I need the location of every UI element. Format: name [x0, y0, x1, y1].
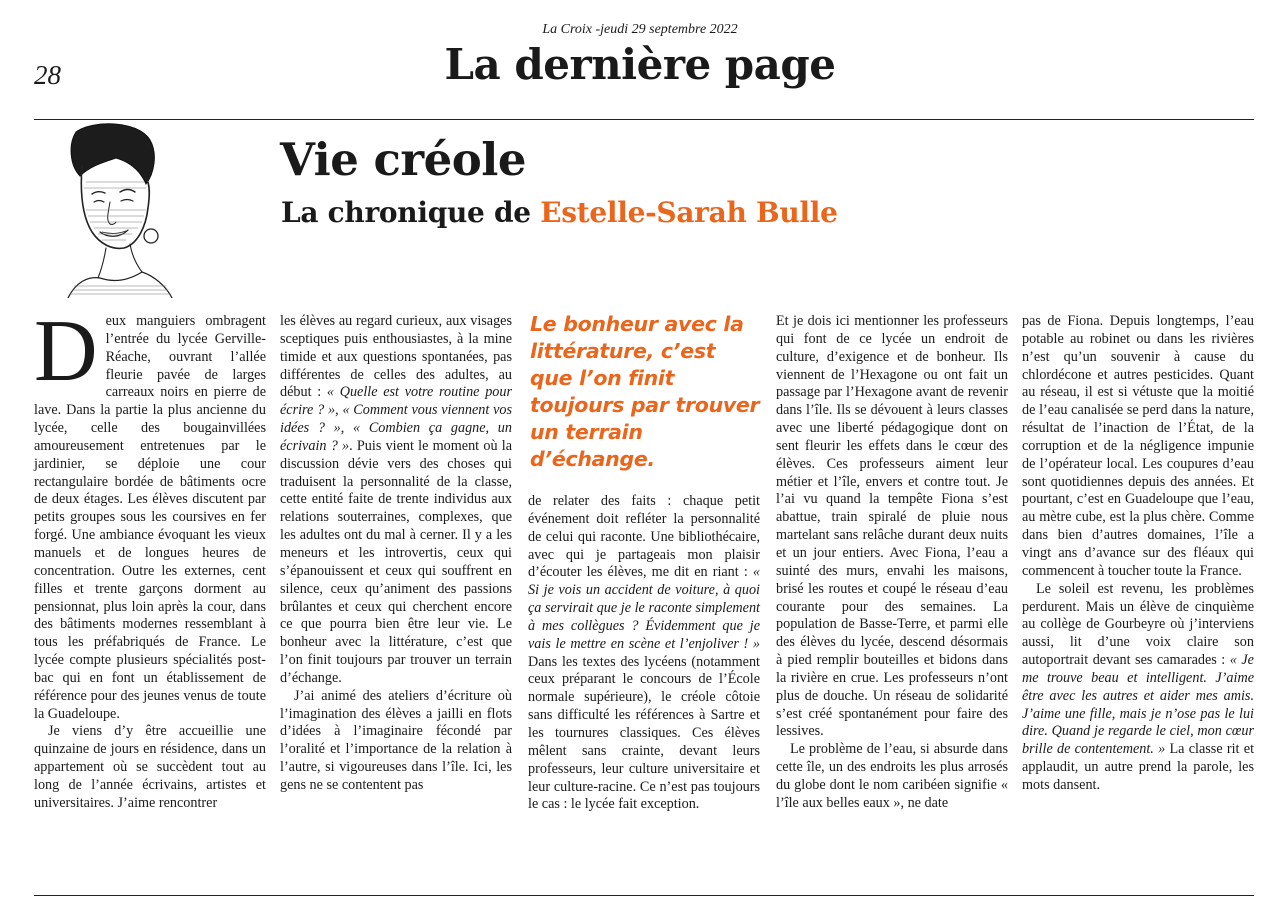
article-column-5: [1022, 313, 1254, 795]
byline-prefix: La chronique de: [281, 196, 541, 229]
quote-text: « Je me trouve beau et intelligent. J’aime être avec les autres et aider mes amis. J’aime une fille, mais je n’ose pas le lui dire. Quand je regarde le ciel, mon cœur brille de contentement. »: [1022, 652, 1254, 758]
drop-cap: D: [34, 303, 98, 400]
quote-text: « Comment vous viennent vos idées ? »: [280, 402, 513, 437]
paragraph-text: de relater des faits : chaque petit événement doit refléter la personnalité de celui qui raconte. Une bibliothécaire, avec qui je partageais mon plaisir d’écouter les élèves, me dit en riant :: [528, 493, 760, 581]
article-column-2: [280, 313, 512, 795]
quote-text: « Si je vois un accident de voiture, à quoi ça servirait que je le raconte simplement à mes collègues ? Évidemment que je vais le mettre en scène et l’enjoliver ! »: [528, 564, 760, 652]
author-name: Estelle-Sarah Bulle: [540, 196, 838, 229]
footer-divider: [34, 895, 1254, 896]
author-portrait: [46, 122, 178, 298]
article-column-4: [776, 313, 1008, 813]
paragraph-text: ,: [340, 420, 354, 437]
section-title: La dernière page: [444, 40, 836, 89]
article-column-1: [34, 303, 266, 813]
paragraph-text: pas de Fiona. Depuis longtemps, l’eau potable au robinet ou dans les rivières n’est qu’un souvenir à cause du chlordécone et autres pesticides. Quant au réseau, il est si vétuste que la moitié de l’eau canalisée se perd dans la nature, résultat de l’inaction de l’État, de la corruption et de la négligence impunie de l’opérateur local. Les coupures d’eau sont quotidiennes depuis des années. Et pourtant, c’est en Guadeloupe que l’eau, au mètre cube, est la plus chère. Comme dans bien d’autres domaines, l’île a vingt ans d’avance sur des fléaux qui commencent à toucher toute la France.: [1022, 313, 1254, 579]
paragraph-text: Et je dois ici mentionner les professeurs qui font de ce lycée un endroit de culture, d’exigence et de bonheur. Ils viennent de l’Hexagone ou ont fait un passage par l’Hexagone avant de revenir dans l’île. Ils se dévouent à leurs classes avec une liberté pédagogique dont on sent fleurir les effets dans le cœur des élèves. Ces professeurs aiment leur métier et l’île, envers et contre tout. Je l’ai vu quand la tempête Fiona s’est abattue, train spiralé de pluie nous martelant sans relâche durant deux nuits et un jour entiers. Avec Fiona, l’eau a suinté des murs, envahi les maisons, brisé les routes et coupé le réseau d’eau courante pour des semaines. La population de Basse-Terre, et parmi elle des élèves du lycée, descend désormais à pied remplir bouteilles et bidons dans la rivière en crue. Les professeurs n’ont plus de douche. Un réseau de solidarité s’est créé spontanément pour faire des lessives.: [776, 313, 1008, 740]
pull-quote: Le bonheur avec la littérature, c’est que l’on finit toujours par trouver un terrain d’échange.: [530, 312, 760, 471]
paragraph-text: Je viens d’y être accueillie une quinzaine de jours en résidence, dans un appartement où se succèdent tout au long de l’année écrivains, artistes et universitaires. J’aime rencontrer: [34, 723, 266, 811]
quote-text: « Combien ça gagne, un écrivain ? »: [280, 420, 512, 454]
paragraph-text: Le problème de l’eau, si absurde dans cette île, un des endroits les plus arrosés du globe dont le nom caribéen signifie « l’île aux belles eaux », ne date: [776, 741, 1008, 811]
quote-text: « Quelle est votre routine pour écrire ? »: [280, 384, 512, 419]
paragraph-text: ,: [335, 402, 343, 419]
paragraph-text: Le soleil est revenu, les problèmes perdurent. Mais un élève de cinquième au collège de Gourbeyre où j’interviens aussi, lit d’une voix claire son autoportrait devant ses camarades :: [1022, 580, 1254, 669]
paragraph-text: les élèves au regard curieux, aux visages sceptiques puis enthousiastes, à la mine timide et aux questions spontanées, pas différentes de celles des adultes, au début :: [280, 313, 512, 401]
paragraph-text: La classe rit et applaudit, un autre prend la parole, les mots dansent.: [1022, 741, 1255, 793]
paragraph-text: . Puis vient le moment où la discussion dévie vers des choses qui traduisent la personnalité de la classe, cette entité faite de trente individus aux relations souterraines, complexes, que les adultes ont du mal à cerner. Il y a les meneurs et les introvertis, ceux qui s’épanouissent et ceux qui souffrent en silence, ceux qu’animent des passions brûlantes et ceux qui cherchent encore ce que pourra bien être leur vie. Le bonheur avec la littérature, c’est que l’on finit toujours par trouver un terrain d’échange.: [280, 437, 512, 686]
paragraph-text: Dans les textes des lycéens (notamment ceux préparant le concours de l’École normale supérieure), le créole côtoie sans difficulté les références à Sartre et les tournures classiques. Ces élèves mêlent sans crainte, devant leurs professeurs, leur culture universitaire et leur culture-racine. Ce n’est pas toujours le cas : le lycée fait exception.: [528, 653, 760, 813]
header-divider: [34, 119, 1254, 120]
page-number: 28: [34, 60, 61, 90]
masthead-date: La Croix -jeudi 29 septembre 2022: [542, 22, 738, 37]
paragraph-text: J’ai animé des ateliers d’écriture où l’imagination des élèves a jailli en flots d’idées à l’imaginaire fécondé par l’oralité et l’importance de la relation à l’autre, si vigoureuses dans l’île. Ici, les gens ne se contentent pas: [280, 687, 512, 793]
article-column-3: [528, 493, 760, 814]
column-title: Vie créole: [280, 133, 526, 186]
column-subtitle: [281, 196, 838, 229]
paragraph-text: eux manguiers ombragent l’entrée du lycée Gerville-Réache, ouvrant l’allée fleurie pavée de larges carreaux noirs en pierre de lave. Dans la partie la plus ancienne du lycée, celle des bougainvillées amoureusement entretenues par le jardinier, se déploie une cour rectangulaire bordée de bâtiments ocre de deux étages. Les élèves discutent par petits groupes sous les coursives en fer forgé. Une ambiance évoquant les vieux manuels et de longues heures de concentration. Outre les externes, cent filles et trente garçons dorment au pensionnat, plus loin après la cour, dans des bâtiments modernes ressemblant à tous les préfabriqués de France. Le lycée compte plusieurs spécialités post-bac qui en font un établissement de référence pour des jeunes venus de toute la Guadeloupe.: [34, 313, 266, 722]
